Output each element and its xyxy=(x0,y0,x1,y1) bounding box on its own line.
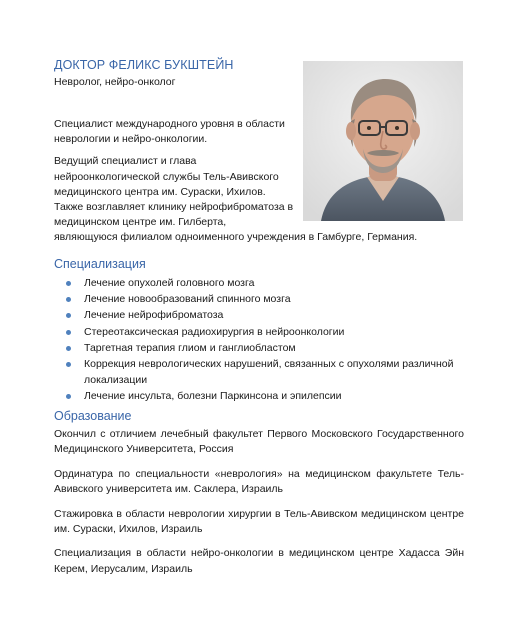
list-item-text: Лечение инсульта, болезни Паркинсона и эпилепсии xyxy=(84,389,342,402)
list-item-text: Лечение новообразований спинного мозга xyxy=(84,293,291,306)
bullet-icon xyxy=(66,394,71,399)
bullet-icon xyxy=(66,313,71,318)
education-section xyxy=(54,427,464,586)
specialization-list xyxy=(54,276,464,405)
education-item: Специализация в области нейро-онкологии в медицинском центре Хадасса Эйн Керем, Иерусалим, Израиль xyxy=(54,547,464,575)
bullet-icon xyxy=(66,346,71,351)
intro-section xyxy=(54,117,464,253)
doctor-title: Невролог, нейро-онколог xyxy=(54,76,176,88)
intro-paragraph-2a: Ведущий специалист и глава нейроонкологической службы Тель-Авивского медицинского центра им. Сураски, Ихилов. Также возглавляет клинику нейрофиброматоза в медицинском центре им. Гилберта, xyxy=(54,155,294,229)
list-item xyxy=(54,341,464,357)
bullet-icon xyxy=(66,362,71,367)
bullet-icon xyxy=(66,297,71,302)
list-item-text: Лечение нейрофиброматоза xyxy=(84,309,224,322)
intro-paragraph-2 xyxy=(54,154,464,245)
list-item xyxy=(54,276,464,292)
list-item-text: Таргетная терапия глиом и ганглиобластом xyxy=(84,341,296,354)
education-item: Ординатура по специальности «неврология» на медицинском факультете Тель-Авивского университета им. Саклера, Израиль xyxy=(54,467,464,496)
list-item xyxy=(54,292,464,308)
bullet-icon xyxy=(66,281,71,286)
intro-paragraph-2b: являющуюся филиалом одноименного учреждения в Гамбурге, Германия. xyxy=(54,231,418,244)
doctor-name: ДОКТОР ФЕЛИКС БУКШТЕЙН xyxy=(54,58,234,72)
bullet-icon xyxy=(66,330,71,335)
education-heading: Образование xyxy=(54,409,132,423)
education-item: Окончил с отличием лечебный факультет Первого Московского Государственного Медицинского Университета, Россия xyxy=(54,428,464,456)
list-item-text: Коррекция неврологических нарушений, связанных с опухолями различной локализации xyxy=(84,357,454,386)
list-item xyxy=(54,308,464,324)
specialization-heading: Специализация xyxy=(54,257,146,271)
list-item-text: Лечение опухолей головного мозга xyxy=(84,277,255,289)
intro-paragraph-1: Специалист международного уровня в области неврологии и нейро-онкологии. xyxy=(54,118,285,146)
education-item: Стажировка в области неврологии хирургии в Тель-Авивском медицинском центре им. Сураски, Ихилов, Израиль xyxy=(54,507,464,536)
list-item xyxy=(54,325,464,341)
list-item-text: Стереотаксическая радиохирургия в нейроонкологии xyxy=(84,325,345,338)
list-item xyxy=(54,389,464,405)
list-item xyxy=(54,357,464,389)
